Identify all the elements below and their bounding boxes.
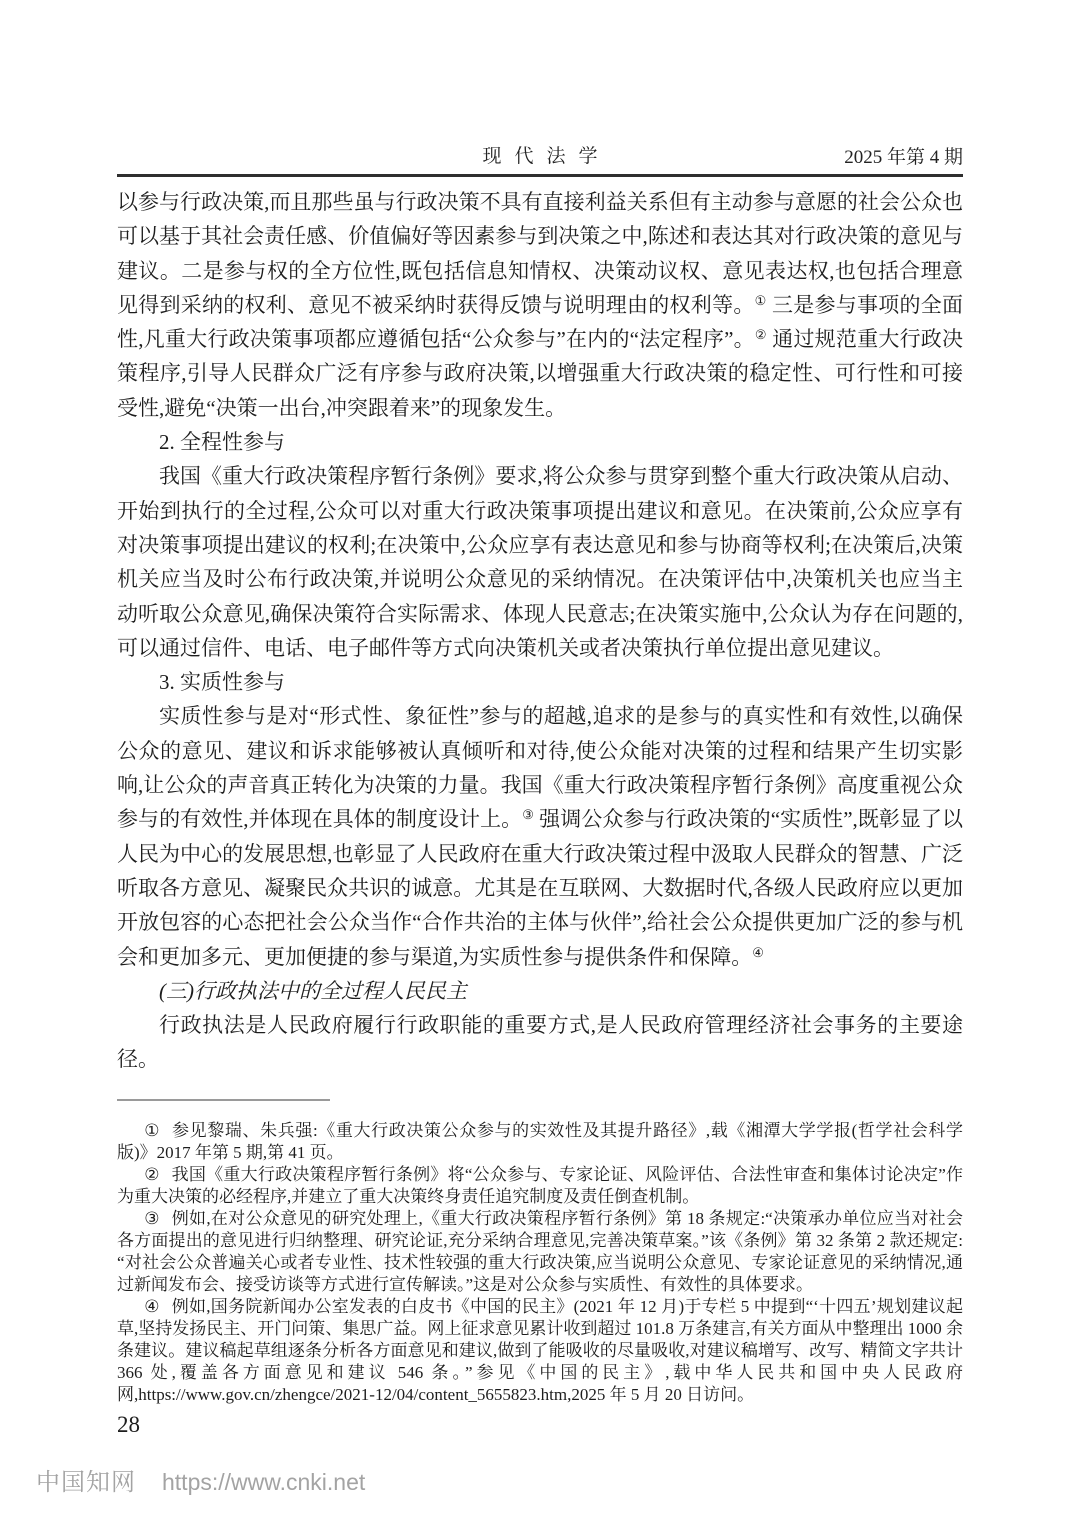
body-paragraph: 行政执法是人民政府履行行政职能的重要方式,是人民政府管理经济社会事务的主要途径。 [117,1013,963,1072]
page-content [117,0,963,1438]
section-heading: (三)行政执法中的全过程人民民主 [159,978,467,1003]
footnotes [117,1120,963,1406]
footnote-text: 例如,国务院新闻办公室发表的白皮书《中国的民主》(2021 年 12 月)于专栏 5 中提到“‘十四五’规划建议起草,坚持发扬民主、开门问策、集思广益。网上征求意见累计收到超过 101.8 万条建言,有关方面从中整理出 1000 余条建议。建议稿起草组逐条分析各方面意见和建议,做到了能吸收的尽量吸收,对建议稿增写、改写、精简文字共计 366 处,覆盖各方面意见和建议 546 条。”参见《中国的民主》,载中华人民共和国中央人民政府网,https://www.gov.cn/zhengce/2021-12/04/content_5655823.htm,2025 年 5 月 20 日访问。 [117,1296,963,1404]
header-rule [117,174,963,177]
journal-title: 现代法学 [482,146,611,167]
page-number: 28 [117,1411,140,1437]
body-paragraph: 实质性参与是对“形式性、象征性”参与的超越,追求的是参与的真实性和有效性,以确保公众的意见、建议和诉求能够被认真倾听和对待,使公众能对决策的过程和结果产生切实影响,让公众的声音真正转化为决策的力量。我国《重大行政决策程序暂行条例》高度重视公众参与的有效性,并体现在具体的制度设计上。③ 强调公众参与行政决策的“实质性”,既彰显了以人民为中心的发展思想,也彰显了人民政府在重大行政决策过程中汲取人民群众的智慧、广泛听取各方意见、凝聚民众共识的诚意。尤其是在互联网、大数据时代,各级人民政府应以更加开放包容的心态把社会公众当作“合作共治的主体与伙伴”,给社会公众提供更加广泛的参与机会和更加多元、更加便捷的参与渠道,为实质性参与提供条件和保障。④ [117,704,964,969]
footnote-marker: ③ [522,807,534,823]
cnki-watermark-name: 中国知网 [36,1469,136,1496]
footnote-marker: ② [754,327,767,343]
issue-label: 2025 年第 4 期 [844,147,963,168]
footnote-number: ① [144,1120,161,1140]
footnote-text: 参见黎瑞、朱兵强:《重大行政决策公众参与的实效性及其提升路径》,载《湘潭大学学报(哲学社会科学版)》2017 年第 5 期,第 41 页。 [117,1120,963,1162]
footnote-separator [117,1099,330,1101]
footnote-item [117,1208,963,1296]
footnote-item [117,1296,963,1406]
page-header [117,141,963,167]
cnki-watermark [36,1462,365,1497]
footnote-number: ③ [144,1208,160,1228]
footnote-item [117,1120,963,1164]
footnote-marker: ④ [752,944,764,960]
section-heading: 3. 实质性参与 [159,670,285,695]
footnote-text: 例如,在对公众意见的研究处理上,《重大行政决策程序暂行条例》第 18 条规定:“决策承办单位应当对社会各方面提出的意见进行归纳整理、研究论证,充分采纳合理意见,完善决策草案。”该《条例》第 32 条第 2 款还规定:“对社会公众普遍关心或者专业性、技术性较强的重大行政决策,应当说明公众意见、专家论证意见的采纳情况,通过新闻发布会、接受访谈等方式进行宣传解读。”这是对公众参与实质性、有效性的具体要求。 [117,1208,963,1294]
section-heading: 2. 全程性参与 [159,430,285,455]
body-paragraph: 我国《重大行政决策程序暂行条例》要求,将公众参与贯穿到整个重大行政决策从启动、开始到执行的全过程,公众可以对重大行政决策事项提出建议和意见。在决策前,公众应享有对决策事项提出建议的权利;在决策中,公众应享有表达意见和参与协商等权利;在决策后,决策机关应当及时公布行政决策,并说明公众意见的采纳情况。在决策评估中,决策机关也应当主动听取公众意见,确保决策符合实际需求、体现人民意志;在决策实施中,公众认为存在问题的,可以通过信件、电话、电子邮件等方式向决策机关或者决策执行单位提出意见建议。 [117,464,963,660]
cnki-watermark-url: https://www.cnki.net [162,1469,366,1495]
footnote-item [117,1164,963,1208]
body-content [117,185,963,1077]
footnote-number: ④ [144,1296,160,1316]
footnote-number: ② [144,1164,160,1184]
footnote-text: 我国《重大行政决策程序暂行条例》将“公众参与、专家论证、风险评估、合法性审查和集体讨论决定”作为重大决策的必经程序,并建立了重大决策终身责任追究制度及责任倒查机制。 [117,1164,963,1206]
footnote-marker: ① [754,292,767,308]
body-paragraph: 以参与行政决策,而且那些虽与行政决策不具有直接利益关系但有主动参与意愿的社会公众也可以基于其社会责任感、价值偏好等因素参与到决策之中,陈述和表达其对行政决策的意见与建议。二是参与权的全方位性,既包括信息知情权、决策动议权、意见表达权,也包括合理意见得到采纳的权利、意见不被采纳时获得反馈与说明理由的权利等。① 三是参与事项的全面性,凡重大行政决策事项都应遵循包括“公众参与”在内的“法定程序”。② 通过规范重大行政决策程序,引导人民群众广泛有序参与政府决策,以增强重大行政决策的稳定性、可行性和可接受性,避免“决策一出台,冲突跟着来”的现象发生。 [117,190,964,420]
